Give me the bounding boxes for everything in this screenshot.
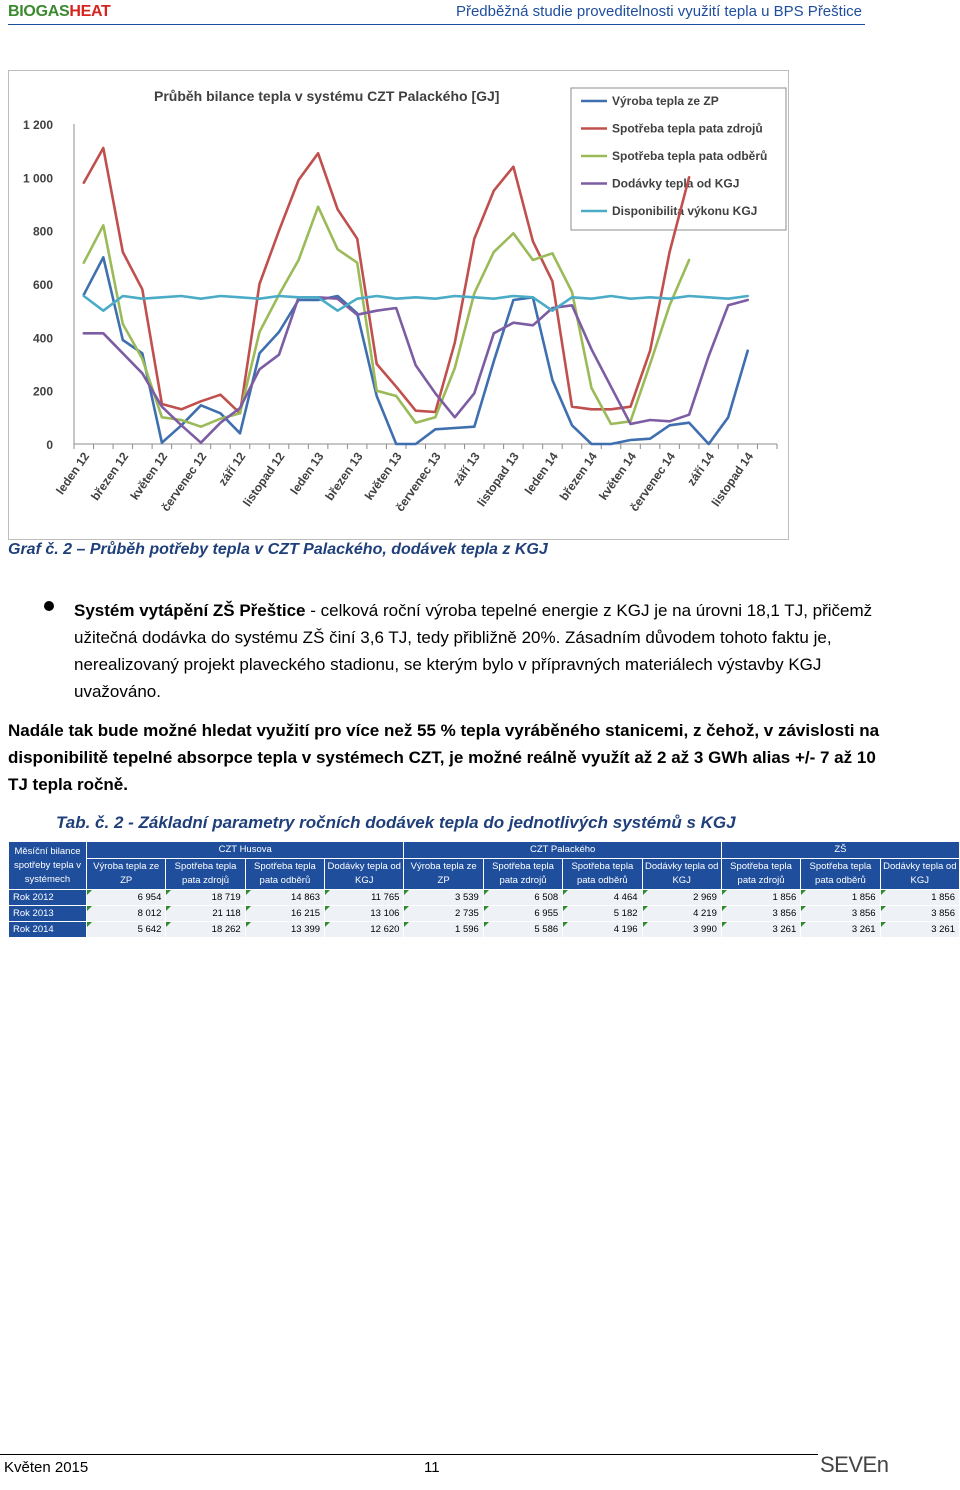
x-tick-label: leden 12 <box>53 449 93 498</box>
table-cell: 13 106 <box>325 906 404 922</box>
table-cell: 1 596 <box>404 922 483 938</box>
table-cell: 12 620 <box>325 922 404 938</box>
table-row <box>9 922 960 938</box>
table-cell: 4 196 <box>563 922 642 938</box>
column-header: Spotřeba tepla pata odběrů <box>245 859 324 890</box>
table-cell: 4 464 <box>563 890 642 906</box>
table-cell: 5 642 <box>87 922 166 938</box>
column-header: Dodávky tepla od KGJ <box>880 859 959 890</box>
y-tick-label: 1 000 <box>22 171 53 186</box>
column-header: Dodávky tepla od KGJ <box>642 859 721 890</box>
page-number: 11 <box>424 1459 440 1476</box>
x-tick-label: květen 13 <box>361 449 405 503</box>
table-cell: 3 856 <box>721 906 800 922</box>
logo-part-gas-text: GAS <box>35 3 70 20</box>
table-cell: 14 863 <box>245 890 324 906</box>
logo-part-bio: BI <box>8 3 24 20</box>
parameters-table <box>8 841 960 938</box>
table-corner-header: Měsíční bilance spotřeby tepla v systémech <box>9 842 87 890</box>
table-cell: 18 719 <box>166 890 245 906</box>
table-cell: 3 990 <box>642 922 721 938</box>
table-cell: 3 261 <box>880 922 959 938</box>
table-cell: 6 955 <box>483 906 562 922</box>
series-line-3 <box>84 207 689 427</box>
bullet-paragraph <box>74 597 874 705</box>
logo-part-heat: HEAT <box>69 3 111 20</box>
legend-label: Dodávky tepla od KGJ <box>612 176 740 191</box>
table-cell: 13 399 <box>245 922 324 938</box>
table-column-header-row <box>9 859 960 890</box>
table-cell: 4 219 <box>642 906 721 922</box>
logo-o-icon: O <box>23 3 36 20</box>
table-caption: Tab. č. 2 - Základní parametry ročních dodávek tepla do jednotlivých systémů s KGJ <box>56 813 736 832</box>
x-tick-label: červenec 14 <box>627 449 679 515</box>
table-cell: 3 856 <box>880 906 959 922</box>
table-cell: 21 118 <box>166 906 245 922</box>
table-cell: 16 215 <box>245 906 324 922</box>
x-tick-label: září 12 <box>215 449 249 489</box>
row-label: Rok 2014 <box>9 922 87 938</box>
table-cell: 1 856 <box>880 890 959 906</box>
page-header <box>0 0 960 26</box>
seven-logo: SEVEn <box>820 1452 889 1477</box>
x-tick-label: září 14 <box>684 449 718 489</box>
document-title: Předběžná studie proveditelnosti využití tepla u BPS Přeštice <box>455 3 862 20</box>
table-row <box>9 906 960 922</box>
legend-label: Disponibilita výkonu KGJ <box>612 204 758 218</box>
group-header-czt-husova: CZT Husova <box>87 842 404 859</box>
column-header: Výroba tepla ze ZP <box>87 859 166 890</box>
table-cell: 5 586 <box>483 922 562 938</box>
column-header: Spotřeba tepla pata zdrojů <box>721 859 800 890</box>
column-header: Spotřeba tepla pata odběrů <box>563 859 642 890</box>
y-tick-label: 200 <box>32 384 53 399</box>
y-tick-label: 400 <box>32 331 53 346</box>
chart-canvas <box>9 71 790 541</box>
column-header: Spotřeba tepla pata zdrojů <box>483 859 562 890</box>
legend-label: Spotřeba tepla pata odběrů <box>612 149 768 163</box>
x-tick-label: březen 12 <box>88 449 132 504</box>
footer-date: Květen 2015 <box>4 1459 89 1476</box>
x-tick-label: květen 12 <box>127 449 171 503</box>
x-tick-label: leden 13 <box>287 449 327 498</box>
table-row <box>9 890 960 906</box>
column-header: Spotřeba tepla pata odběrů <box>801 859 880 890</box>
x-tick-label: březen 13 <box>322 449 366 504</box>
column-header: Spotřeba tepla pata zdrojů <box>166 859 245 890</box>
heat-balance-chart <box>8 70 789 540</box>
logo-part-gas <box>23 3 69 20</box>
y-tick-label: 800 <box>32 224 53 239</box>
x-tick-label: listopad 12 <box>240 449 288 510</box>
x-tick-label: červenec 12 <box>158 449 210 515</box>
y-tick-label: 0 <box>46 438 53 452</box>
x-tick-label: leden 14 <box>521 449 561 498</box>
table-cell: 18 262 <box>166 922 245 938</box>
row-label: Rok 2013 <box>9 906 87 922</box>
x-tick-label: listopad 13 <box>474 449 522 510</box>
legend-label: Výroba tepla ze ZP <box>612 94 719 108</box>
table-cell: 6 508 <box>483 890 562 906</box>
x-tick-label: březen 14 <box>556 449 600 504</box>
table-cell: 2 969 <box>642 890 721 906</box>
y-tick-label: 600 <box>32 278 53 292</box>
header-divider <box>8 24 865 25</box>
table-cell: 1 856 <box>801 890 880 906</box>
table-cell: 5 182 <box>563 906 642 922</box>
figure-caption: Graf č. 2 – Průběh potřeby tepla v CZT Palackého, dodávek tepla z KGJ <box>8 541 548 558</box>
table-cell: 6 954 <box>87 890 166 906</box>
table-cell: 3 261 <box>801 922 880 938</box>
table-cell: 3 856 <box>801 906 880 922</box>
x-tick-label: červenec 13 <box>392 449 444 515</box>
column-header: Dodávky tepla od KGJ <box>325 859 404 890</box>
group-header-zs: ZŠ <box>721 842 959 859</box>
bullet-icon <box>44 601 54 611</box>
series-line-1 <box>84 257 748 444</box>
x-tick-label: listopad 14 <box>708 449 757 510</box>
table-cell: 1 856 <box>721 890 800 906</box>
footer-divider <box>0 1454 818 1455</box>
body-paragraph: Nadále tak bude možné hledat využití pro více než 55 % tepla vyráběného stanicemi, z čehož, v závislosti na disponibilitě tepelné absorpce tepla v systémech CZT, je možné reálně využít až 2 až 3 GWh alias +/- 7 až 10 TJ tepla ročně. <box>8 721 880 794</box>
x-tick-label: září 13 <box>449 449 483 489</box>
x-tick-label: květen 14 <box>596 449 639 503</box>
row-label: Rok 2012 <box>9 890 87 906</box>
table-cell: 3 539 <box>404 890 483 906</box>
group-header-czt-palackeho: CZT Palackého <box>404 842 721 859</box>
table-cell: 2 735 <box>404 906 483 922</box>
table-cell: 8 012 <box>87 906 166 922</box>
legend-label: Spotřeba tepla pata zdrojů <box>612 121 763 136</box>
column-header: Výroba tepla ze ZP <box>404 859 483 890</box>
y-tick-label: 1 200 <box>22 118 53 132</box>
bullet-bold-lead: Systém vytápění ZŠ Přeštice <box>74 601 306 620</box>
series-line-5 <box>84 296 748 311</box>
table-group-header-row <box>9 842 960 859</box>
chart-title: Průběh bilance tepla v systému CZT Palackého [GJ] <box>154 88 500 104</box>
table-cell: 3 261 <box>721 922 800 938</box>
table-cell: 11 765 <box>325 890 404 906</box>
bullet-body: - celková roční výroba tepelné energie z KGJ je na úrovni 18,1 TJ, přičemž užitečná dodávka do systému ZŠ činí 3,6 TJ, tedy přibližně 20%. Zásadním důvodem tohoto faktu je, nerealizovaný projekt plaveckého stadionu, se kterým bylo v přípravných materiálech výstavby KGJ uvažováno. <box>74 601 873 701</box>
biogasheat-logo <box>8 3 111 21</box>
